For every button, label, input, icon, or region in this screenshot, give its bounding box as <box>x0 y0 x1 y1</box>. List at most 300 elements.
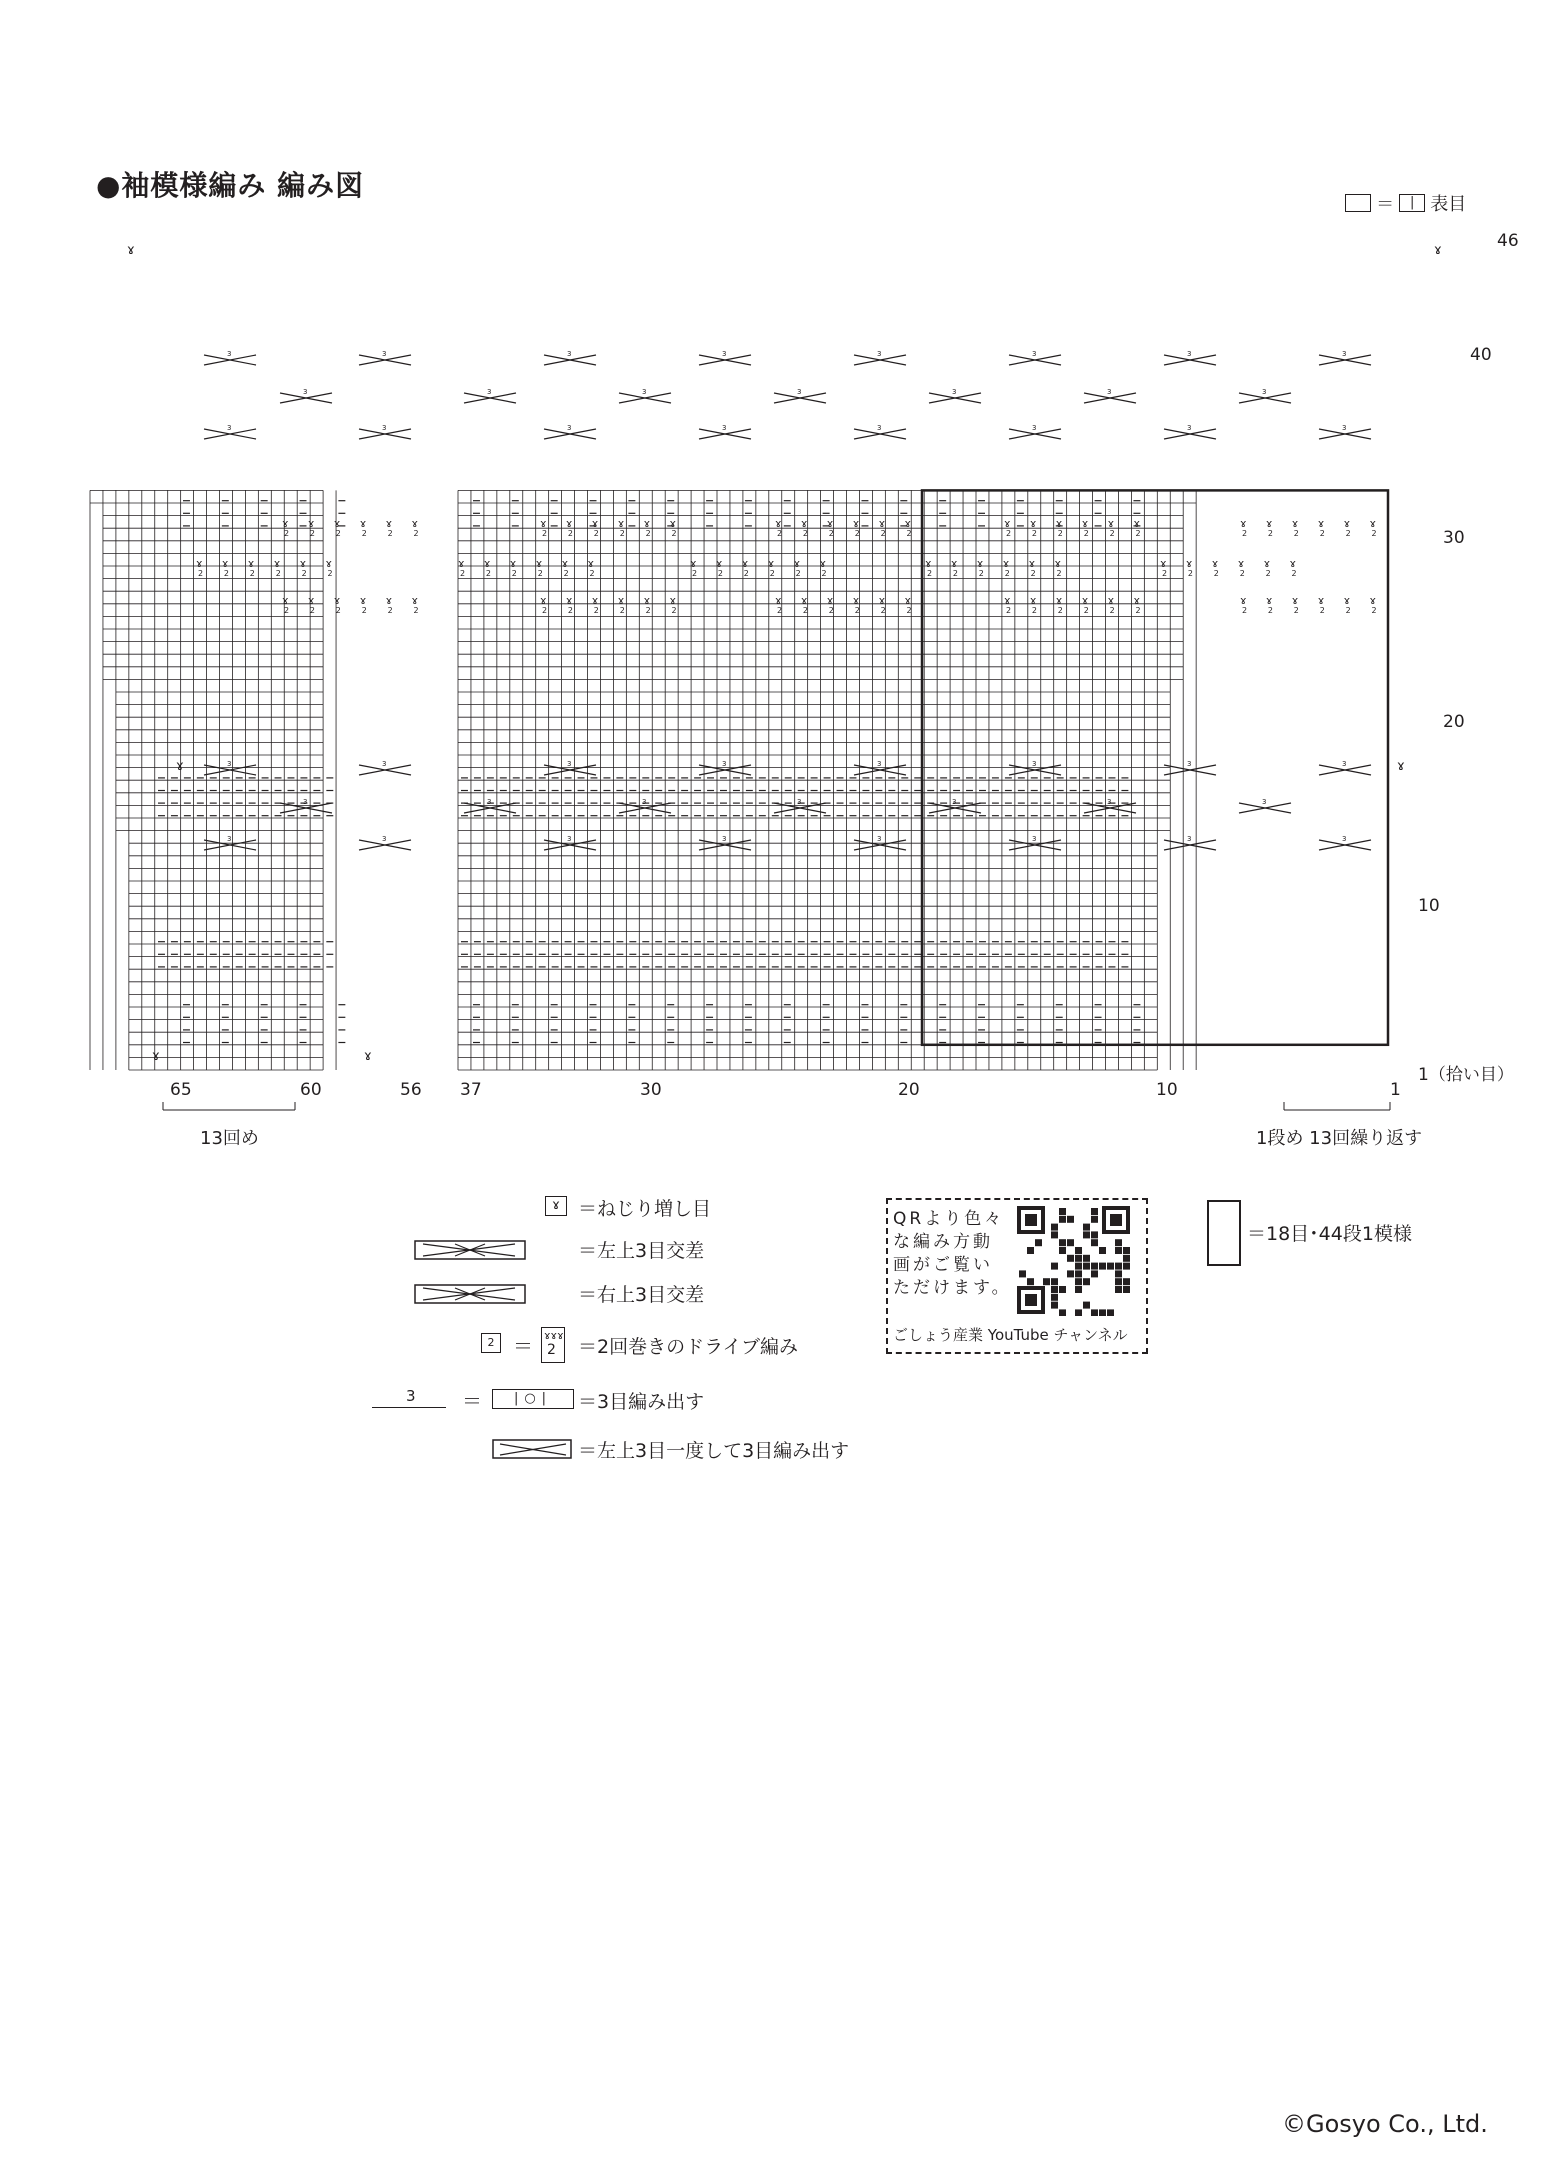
drive-stitch-count: 2 <box>671 529 677 538</box>
cross-3-symbol-label: 3 <box>487 388 492 396</box>
drive-stitch-count: 2 <box>413 529 419 538</box>
cross-3-symbol-label: 3 <box>1342 424 1347 432</box>
qr-module <box>1091 1270 1098 1277</box>
cross-3-symbol-label: 3 <box>1187 835 1192 843</box>
drive-stitch-count: 2 <box>1345 529 1351 538</box>
drive-stitch-mark: ɤ <box>669 594 677 607</box>
copyright: ©Gosyo Co., Ltd. <box>1282 2110 1488 2138</box>
drive-stitch-count: 2 <box>828 529 834 538</box>
qr-module <box>1067 1255 1074 1262</box>
drive-stitch-count: 2 <box>645 529 651 538</box>
drive-stitch-count: 2 <box>563 569 569 578</box>
qr-module <box>1123 1286 1130 1293</box>
drive-stitch-mark: ɤ <box>221 557 229 570</box>
drive-stitch-count: 2 <box>1006 529 1012 538</box>
drive-stitch-mark: ɤ <box>1054 557 1062 570</box>
cross-3-symbol-label: 3 <box>227 760 232 768</box>
drive-stitch-count: 2 <box>1371 529 1377 538</box>
cross-3-symbol-label: 3 <box>1342 350 1347 358</box>
qr-code-icon[interactable] <box>1017 1206 1132 1316</box>
cross-3-symbol-label: 3 <box>797 388 802 396</box>
drive-stitch-mark: ɤ <box>411 594 419 607</box>
drive-stitch-count: 2 <box>692 569 698 578</box>
left-repeat-note: 13回め <box>200 1128 259 1149</box>
drive-stitch-mark: ɤ <box>878 594 886 607</box>
qr-module <box>1115 1278 1122 1285</box>
drive-stitch-mark: ɤ <box>775 594 782 607</box>
drive-stitch-mark: ɤ <box>196 557 203 570</box>
drive-stitch-count: 2 <box>1031 606 1037 615</box>
drive-stitch-mark: ɤ <box>1133 594 1141 607</box>
drive-stitch-mark: ɤ <box>299 557 307 570</box>
drive-stitch-count: 2 <box>567 529 573 538</box>
drive-stitch-2-symbol: 2 <box>481 1333 501 1353</box>
qr-module <box>1083 1278 1090 1285</box>
drive-stitch-mark: ɤ <box>1291 594 1299 607</box>
drive-stitch-mark: ɤ <box>282 594 289 607</box>
drive-stitch-mark: ɤ <box>852 517 860 530</box>
drive-stitch-count: 2 <box>828 606 834 615</box>
qr-module <box>1027 1247 1034 1254</box>
cross-3-symbol-label: 3 <box>952 388 957 396</box>
drive-stitch-count: 2 <box>777 606 783 615</box>
drive-stitch-count: 2 <box>1345 606 1351 615</box>
drive-stitch-count: 2 <box>1109 529 1115 538</box>
cross-3-symbol-label: 3 <box>1032 424 1037 432</box>
drive-stitch-mark: ɤ <box>591 594 599 607</box>
qr-module <box>1051 1294 1058 1301</box>
drive-stitch-mark: ɤ <box>1081 517 1089 530</box>
drive-stitch-count: 2 <box>1057 606 1063 615</box>
drive-stitch-mark: ɤ <box>1240 594 1247 607</box>
drive-stitch-mark: ɤ <box>565 594 573 607</box>
cross-3-symbol-label: 3 <box>303 388 308 396</box>
drive-stitch-count: 2 <box>906 529 912 538</box>
drive-stitch-mark: ɤ <box>333 594 341 607</box>
cross-3-symbol-label: 3 <box>1262 388 1267 396</box>
qr-module <box>1051 1263 1058 1270</box>
qr-module <box>1059 1247 1066 1254</box>
drive-stitch-mark: ɤ <box>1211 557 1219 570</box>
drive-stitch-mark: ɤ <box>793 557 801 570</box>
qr-module <box>1075 1278 1082 1285</box>
col-label-30: 30 <box>640 1080 662 1100</box>
qr-module <box>1123 1263 1130 1270</box>
qr-module <box>1115 1247 1122 1254</box>
drive-stitch-mark: ɤ <box>307 517 315 530</box>
qr-module <box>1123 1247 1130 1254</box>
col-label-10: 10 <box>1156 1080 1178 1100</box>
equals-sign: ＝ <box>462 1389 482 1413</box>
drive-stitch-mark: ɤ <box>385 517 393 530</box>
qr-module <box>1083 1231 1090 1238</box>
drive-stitch-mark: ɤ <box>1265 517 1273 530</box>
drive-stitch-count: 2 <box>413 606 419 615</box>
drive-stitch-count: 2 <box>821 569 827 578</box>
drive-stitch-mark: ɤ <box>643 517 651 530</box>
drive-stitch-mark: ɤ <box>826 594 834 607</box>
drive-stitch-count: 2 <box>198 569 204 578</box>
drive-stitch-mark: ɤ <box>643 594 651 607</box>
qr-module <box>1099 1263 1106 1270</box>
drive-stitch-mark: ɤ <box>904 517 912 530</box>
drive-stitch-mark: ɤ <box>669 517 677 530</box>
drive-stitch-count: 2 <box>1057 529 1063 538</box>
drive-stitch-count: 2 <box>223 569 229 578</box>
cross-3-symbol-label: 3 <box>1032 350 1037 358</box>
drive-stitch-count: 2 <box>284 606 290 615</box>
legend-right-cross: ＝右上3目交差 <box>578 1284 705 1306</box>
drive-stitch-count: 2 <box>249 569 255 578</box>
cross-3-symbol-label: 3 <box>1107 388 1112 396</box>
cross-3-symbol-label: 3 <box>382 760 387 768</box>
drive-stitch-count: 2 <box>1242 606 1248 615</box>
drive-stitch-count: 2 <box>952 569 958 578</box>
drive-stitch-count: 2 <box>361 529 367 538</box>
drive-stitch-mark: ɤ <box>800 517 808 530</box>
drive-stitch-count: 2 <box>593 606 599 615</box>
drive-stitch-mark: ɤ <box>1263 557 1271 570</box>
drive-stitch-mark: ɤ <box>925 557 932 570</box>
cross-3-symbol-label: 3 <box>1032 835 1037 843</box>
col-label-1: 1 <box>1390 1080 1401 1100</box>
drive-stitch-count: 2 <box>1187 569 1193 578</box>
make-3-box: |○| <box>492 1389 574 1409</box>
cross-3-symbol-label: 3 <box>567 835 572 843</box>
cross-3-symbol-label: 3 <box>642 388 647 396</box>
drive-stitch-mark: ɤ <box>540 594 547 607</box>
drive-stitch-count: 2 <box>387 606 393 615</box>
twist-increase-mark: ɤ <box>1397 759 1405 774</box>
cross-3-symbol-label: 3 <box>227 350 232 358</box>
drive-stitch-mark: ɤ <box>1029 517 1037 530</box>
drive-stitch-count: 2 <box>309 606 315 615</box>
qr-module <box>1025 1294 1037 1306</box>
drive-stitch-mark: ɤ <box>1343 517 1351 530</box>
drive-stitch-mark: ɤ <box>617 594 625 607</box>
drive-stitch-mark: ɤ <box>483 557 491 570</box>
drive-stitch-count: 2 <box>589 569 595 578</box>
cross-3-symbol-label: 3 <box>722 424 727 432</box>
drive-stitch-count: 2 <box>854 529 860 538</box>
qr-module <box>1067 1239 1074 1246</box>
legend-drive-stitch: ＝2回巻きのドライブ編み <box>578 1336 798 1358</box>
drive-stitch-mark: ɤ <box>1004 517 1011 530</box>
qr-module <box>1075 1286 1082 1293</box>
drive-stitch-count: 2 <box>906 606 912 615</box>
drive-stitch-count: 2 <box>1267 606 1273 615</box>
cross-3-symbol-label: 3 <box>722 350 727 358</box>
drive-stitch-mark: ɤ <box>307 594 315 607</box>
drive-stitch-count: 2 <box>1004 569 1010 578</box>
drive-stitch-count: 2 <box>1293 529 1299 538</box>
drive-stitch-mark: ɤ <box>587 557 595 570</box>
cross-3-symbol-label: 3 <box>877 350 882 358</box>
qr-module <box>1091 1231 1098 1238</box>
qr-module <box>1099 1247 1106 1254</box>
qr-module <box>1043 1278 1050 1285</box>
drive-stitch-count: 2 <box>795 569 801 578</box>
drive-stitch-count: 2 <box>880 529 886 538</box>
legend-left-3-together: ＝左上3目一度して3目編み出す <box>578 1440 850 1462</box>
drive-stitch-count: 2 <box>645 606 651 615</box>
drive-stitch-mark: ɤ <box>282 517 289 530</box>
qr-text: QRより色々 な編み方動 画がご覧い ただけます。 <box>893 1209 1012 1298</box>
drive-stitch-count: 2 <box>880 606 886 615</box>
drive-stitch-count: 2 <box>1109 606 1115 615</box>
qr-module <box>1059 1286 1066 1293</box>
qr-module <box>1115 1239 1122 1246</box>
drive-stitch-count: 2 <box>1030 569 1036 578</box>
qr-module <box>1075 1255 1082 1262</box>
cross-3-symbol-label: 3 <box>382 424 387 432</box>
drive-stitch-count: 2 <box>671 606 677 615</box>
drive-stitch-count: 2 <box>1371 606 1377 615</box>
qr-module <box>1027 1278 1034 1285</box>
qr-module <box>1051 1224 1058 1231</box>
qr-module <box>1051 1231 1058 1238</box>
drive-stitch-mark: ɤ <box>565 517 573 530</box>
drive-stitch-mark: ɤ <box>741 557 749 570</box>
twist-increase-mark: ɤ <box>176 759 184 774</box>
drive-stitch-count: 2 <box>717 569 723 578</box>
drive-stitch-mark: ɤ <box>800 594 808 607</box>
drive-stitch-mark: ɤ <box>976 557 984 570</box>
cross-3-symbol-label: 3 <box>877 760 882 768</box>
twist-increase-mark: ɤ <box>152 1049 160 1064</box>
drive-stitch-count: 2 <box>593 529 599 538</box>
drive-stitch-mark: ɤ <box>767 557 775 570</box>
drive-stitch-count: 2 <box>1293 606 1299 615</box>
drive-stitch-count: 2 <box>567 606 573 615</box>
cross-3-symbol-label: 3 <box>722 835 727 843</box>
qr-module <box>1059 1208 1066 1215</box>
drive-stitch-mark: ɤ <box>535 557 543 570</box>
drive-stitch-mark: ɤ <box>540 517 547 530</box>
drive-stitch-mark: ɤ <box>1107 594 1115 607</box>
drive-stitch-count: 2 <box>511 569 517 578</box>
cross-3-symbol-label: 3 <box>487 798 492 806</box>
row-label-10: 10 <box>1418 896 1440 916</box>
col-label-65: 65 <box>170 1080 192 1100</box>
make-3-symbol: 3 <box>372 1389 446 1408</box>
drive-stitch-count: 2 <box>1291 569 1297 578</box>
drive-stitch-mark: ɤ <box>1237 557 1245 570</box>
qr-module <box>1099 1309 1106 1316</box>
qr-module <box>1115 1286 1122 1293</box>
drive-stitch-count: 2 <box>542 606 548 615</box>
drive-stitch-mark: ɤ <box>591 517 599 530</box>
cross-3-symbol-label: 3 <box>877 424 882 432</box>
drive-stitch-mark: ɤ <box>878 517 886 530</box>
qr-module <box>1091 1239 1098 1246</box>
drive-stitch-mark: ɤ <box>1081 594 1089 607</box>
cross-3-symbol-label: 3 <box>1342 835 1347 843</box>
qr-module <box>1083 1224 1090 1231</box>
drive-stitch-mark: ɤ <box>1055 594 1063 607</box>
drive-stitch-count: 2 <box>1006 606 1012 615</box>
qr-module <box>1091 1263 1098 1270</box>
drive-stitch-count: 2 <box>854 606 860 615</box>
drive-stitch-count: 2 <box>1031 529 1037 538</box>
qr-module <box>1091 1208 1098 1215</box>
drive-stitch-mark: ɤ <box>819 557 827 570</box>
equals-sign: ＝ <box>513 1334 533 1358</box>
drive-stitch-mark: ɤ <box>359 594 367 607</box>
cross-3-symbol-label: 3 <box>1262 798 1267 806</box>
drive-stitch-mark: ɤ <box>1240 517 1247 530</box>
col-label-60: 60 <box>300 1080 322 1100</box>
twist-increase-mark: ɤ <box>127 243 135 258</box>
qr-module <box>1091 1309 1098 1316</box>
twist-increase-mark: ɤ <box>1434 243 1442 258</box>
cross-3-symbol-label: 3 <box>722 760 727 768</box>
qr-module <box>1091 1216 1098 1223</box>
drive-stitch-count: 2 <box>927 569 933 578</box>
drive-stitch-count: 2 <box>769 569 775 578</box>
drive-stitch-count: 2 <box>460 569 466 578</box>
drive-stitch-count: 2 <box>619 529 625 538</box>
drive-stitch-mark: ɤ <box>1028 557 1036 570</box>
drive-stitch-2-box: ɤɤɤ 2 <box>541 1327 565 1363</box>
cross-3-symbol-label: 3 <box>382 835 387 843</box>
drive-stitch-mark: ɤ <box>617 517 625 530</box>
legend-make-3: ＝3目編み出す <box>578 1391 705 1413</box>
drive-stitch-mark: ɤ <box>1160 557 1167 570</box>
page-title: ●袖模様編み 編み図 <box>96 169 365 202</box>
row-label-40: 40 <box>1470 345 1492 365</box>
drive-stitch-mark: ɤ <box>1185 557 1193 570</box>
cross-3-symbol-label: 3 <box>642 798 647 806</box>
drive-stitch-mark: ɤ <box>1369 517 1377 530</box>
drive-stitch-count: 2 <box>1162 569 1168 578</box>
col-label-56: 56 <box>400 1080 422 1100</box>
repeat-unit-text: ＝18目･44段1模様 <box>1247 1223 1412 1245</box>
drive-stitch-mark: ɤ <box>1343 594 1351 607</box>
drive-stitch-count: 2 <box>387 529 393 538</box>
qr-module <box>1051 1302 1058 1309</box>
drive-stitch-mark: ɤ <box>1291 517 1299 530</box>
legend-twist-increase: ＝ねじり増し目 <box>578 1198 712 1220</box>
cross-3-symbol-label: 3 <box>303 798 308 806</box>
drive-stitch-mark: ɤ <box>1265 594 1273 607</box>
drive-stitch-count: 2 <box>335 606 341 615</box>
drive-stitch-count: 2 <box>327 569 333 578</box>
qr-module <box>1059 1309 1066 1316</box>
qr-module <box>1083 1263 1090 1270</box>
drive-stitch-mark: ɤ <box>273 557 281 570</box>
qr-module <box>1059 1216 1066 1223</box>
twist-increase-mark: ɤ <box>364 1049 372 1064</box>
col-label-20: 20 <box>898 1080 920 1100</box>
cross-3-symbol-label: 3 <box>1032 760 1037 768</box>
drive-stitch-count: 2 <box>309 529 315 538</box>
drive-stitch-count: 2 <box>978 569 984 578</box>
row-label-1: 1（拾い目） <box>1418 1065 1514 1085</box>
cross-3-symbol-label: 3 <box>877 835 882 843</box>
cross-3-symbol-label: 3 <box>952 798 957 806</box>
drive-stitch-count: 2 <box>802 606 808 615</box>
cross-3-symbol-label: 3 <box>567 350 572 358</box>
key-equals: ＝ <box>1376 194 1395 215</box>
qr-module <box>1107 1263 1114 1270</box>
qr-module <box>1051 1278 1058 1285</box>
knit-symbol-icon: | <box>1399 194 1425 212</box>
drive-stitch-mark: ɤ <box>1004 594 1011 607</box>
qr-caption: ごしょう産業 YouTube チャンネル <box>893 1326 1128 1344</box>
drive-stitch-count: 2 <box>802 529 808 538</box>
drive-stitch-mark: ɤ <box>775 517 782 530</box>
drive-stitch-mark: ɤ <box>690 557 697 570</box>
twist-increase-symbol: ɤ <box>545 1196 567 1216</box>
drive-stitch-count: 2 <box>301 569 307 578</box>
drive-stitch-count: 2 <box>1213 569 1219 578</box>
row-label-46: 46 <box>1497 231 1519 251</box>
qr-module <box>1083 1302 1090 1309</box>
qr-module <box>1067 1270 1074 1277</box>
qr-module <box>1059 1239 1066 1246</box>
drive-stitch-mark: ɤ <box>1055 517 1063 530</box>
drive-stitch-count: 2 <box>284 529 290 538</box>
drive-stitch-count: 2 <box>743 569 749 578</box>
drive-stitch-mark: ɤ <box>1317 594 1325 607</box>
drive-stitch-count: 2 <box>485 569 491 578</box>
qr-module <box>1035 1239 1042 1246</box>
qr-module <box>1075 1309 1082 1316</box>
drive-stitch-count: 2 <box>1239 569 1245 578</box>
qr-module <box>1123 1278 1130 1285</box>
cross-3-symbol-label: 3 <box>382 350 387 358</box>
drive-stitch-count: 2 <box>1056 569 1062 578</box>
qr-module <box>1051 1286 1058 1293</box>
drive-stitch-mark: ɤ <box>1369 594 1377 607</box>
legend-left-cross: ＝左上3目交差 <box>578 1240 705 1262</box>
drive-stitch-count: 2 <box>1267 529 1273 538</box>
cross-3-symbol-label: 3 <box>1107 798 1112 806</box>
qr-module <box>1019 1270 1026 1277</box>
drive-stitch-mark: ɤ <box>509 557 517 570</box>
drive-stitch-mark: ɤ <box>1133 517 1141 530</box>
qr-module <box>1075 1247 1082 1254</box>
drive-stitch-count: 2 <box>1265 569 1271 578</box>
drive-stitch-mark: ɤ <box>1029 594 1037 607</box>
qr-module <box>1075 1263 1082 1270</box>
drive-stitch-mark: ɤ <box>715 557 723 570</box>
drive-stitch-mark: ɤ <box>325 557 333 570</box>
drive-stitch-mark: ɤ <box>1289 557 1297 570</box>
key-meaning: 表目 <box>1430 194 1467 215</box>
drive-stitch-count: 2 <box>361 606 367 615</box>
drive-stitch-mark: ɤ <box>458 557 465 570</box>
qr-module <box>1075 1270 1082 1277</box>
drive-stitch-count: 2 <box>1135 606 1141 615</box>
drive-stitch-mark: ɤ <box>950 557 958 570</box>
cross-3-symbol-label: 3 <box>227 835 232 843</box>
cross-3-symbol-label: 3 <box>227 424 232 432</box>
qr-module <box>1123 1255 1130 1262</box>
qr-module <box>1115 1263 1122 1270</box>
drive-stitch-count: 2 <box>1135 529 1141 538</box>
drive-stitch-mark: ɤ <box>385 594 393 607</box>
drive-stitch-count: 2 <box>1083 606 1089 615</box>
drive-stitch-mark: ɤ <box>826 517 834 530</box>
cross-3-symbol-label: 3 <box>1187 760 1192 768</box>
drive-stitch-mark: ɤ <box>1002 557 1010 570</box>
drive-stitch-mark: ɤ <box>333 517 341 530</box>
drive-stitch-count: 2 <box>1319 529 1325 538</box>
cross-3-symbol-label: 3 <box>1187 424 1192 432</box>
drive-stitch-count: 2 <box>335 529 341 538</box>
